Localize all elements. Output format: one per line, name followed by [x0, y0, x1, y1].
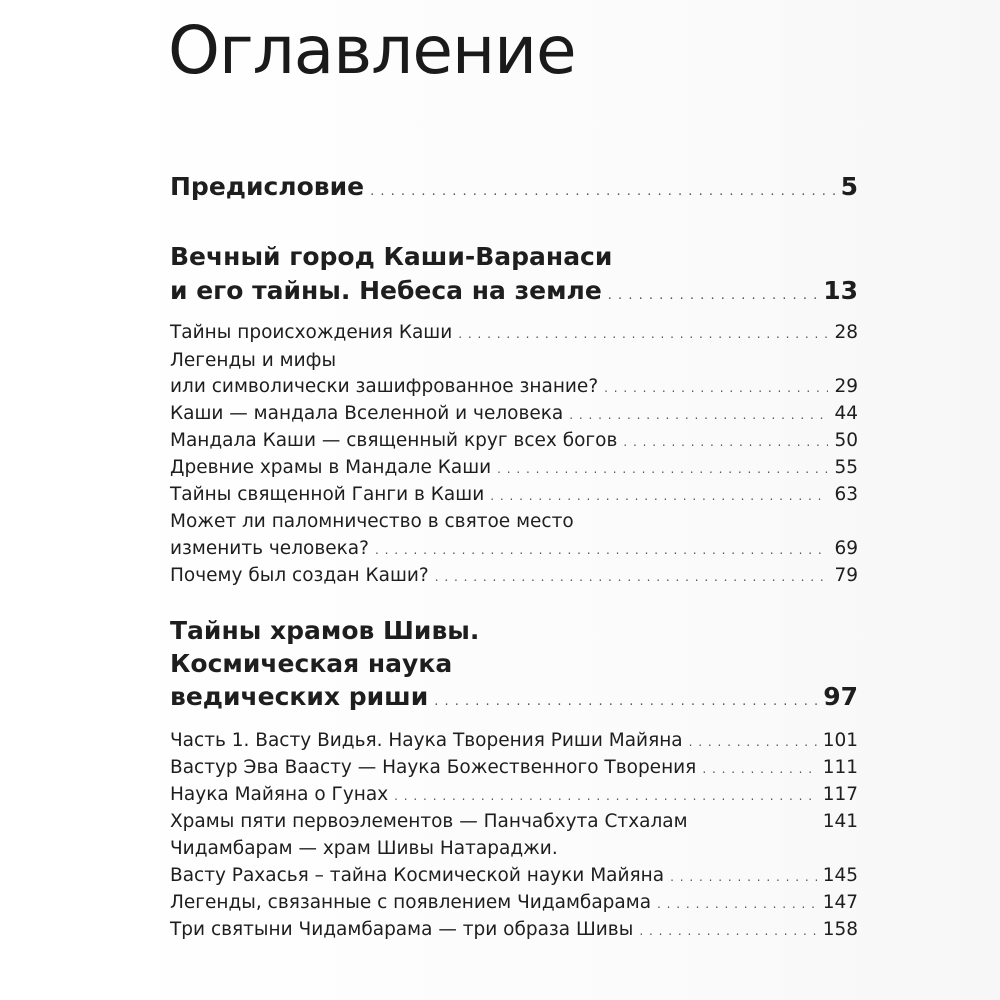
entry-title: ведических риши [170, 682, 429, 711]
subentry-title-line: Чидамбарам — храм Шивы Натараджи. [170, 838, 558, 859]
entry-title: Часть 1. Васту Видья. Наука Творения Риши Майяна [170, 730, 683, 751]
entry-page: 117 [822, 784, 858, 805]
dot-leader [604, 375, 828, 401]
entry-page: 55 [834, 457, 858, 478]
entry-title: Легенды, связанные с появлением Чидамбарама [170, 892, 652, 913]
section-title-line: Тайны храмов Шивы. [170, 616, 480, 645]
entry-page: 44 [834, 403, 858, 424]
dot-leader [657, 891, 817, 917]
subentry-title-line: Легенды и мифы [170, 350, 337, 371]
toc-subentry [170, 563, 858, 590]
entry-title: изменить человека? [170, 538, 369, 559]
toc-subentry [170, 536, 858, 563]
toc-entry-kashi [170, 276, 858, 311]
entry-page: 111 [822, 757, 858, 778]
entry-page: 63 [834, 484, 858, 505]
entry-title: Древние храмы в Мандале Каши [170, 457, 492, 478]
entry-title: Васту Рахасья – тайна Космической науки Майяна [170, 865, 665, 886]
toc-entry-shiva [170, 682, 858, 717]
entry-title: Вастур Эва Ваасту — Наука Божественного Творения [170, 757, 697, 778]
entry-page: 29 [834, 376, 858, 397]
dot-leader [569, 402, 828, 428]
toc-subentry [170, 482, 858, 509]
entry-page: 141 [822, 811, 858, 832]
dot-leader [394, 783, 817, 809]
entry-title: Тайны происхождения Каши [170, 322, 453, 343]
dot-leader [435, 564, 829, 590]
entry-title: Храмы пяти первоэлементов — Панчабхута Стхалам [170, 811, 688, 832]
dot-leader [639, 918, 816, 944]
toc-subentry [170, 890, 858, 917]
dot-leader [458, 321, 828, 347]
entry-title: или символически зашифрованное знание? [170, 376, 599, 397]
subentry-title-line: Может ли паломничество в святое место [170, 511, 574, 532]
toc-subentry [170, 428, 858, 455]
dot-leader [623, 429, 828, 455]
entry-title: Почему был создан Каши? [170, 565, 429, 586]
dot-leader [670, 864, 817, 890]
entry-page: 101 [822, 730, 858, 751]
entry-page: 5 [840, 172, 858, 201]
entry-title: Предисловие [170, 172, 365, 201]
entry-page: 97 [823, 682, 858, 711]
toc-subentry [170, 374, 858, 401]
entry-title: Каши — мандала Вселенной и человека [170, 403, 564, 424]
toc-subentry [170, 401, 858, 428]
dot-leader [434, 687, 817, 717]
section-title-line: Космическая наука [170, 649, 453, 678]
page-title: Оглавление [168, 12, 576, 89]
entry-page: 147 [822, 892, 858, 913]
toc-subentry [170, 809, 858, 836]
entry-page: 50 [834, 430, 858, 451]
toc-subentry [170, 863, 858, 890]
entry-title: Тайны священной Ганги в Каши [170, 484, 485, 505]
dot-leader [689, 729, 817, 755]
toc-subentry [170, 320, 858, 347]
entry-title: Три святыни Чидамбарама — три образа Шивы [170, 919, 634, 940]
toc-subentry [170, 917, 858, 944]
entry-page: 79 [834, 565, 858, 586]
dot-leader [497, 456, 828, 482]
entry-page: 13 [823, 276, 858, 305]
entry-title: и его тайны. Небеса на земле [170, 276, 602, 305]
toc-subentry [170, 755, 858, 782]
section-title-line: Вечный город Каши-Варанаси [170, 242, 613, 271]
entry-page: 28 [834, 322, 858, 343]
dot-leader [370, 177, 835, 207]
dot-leader [490, 483, 828, 509]
dot-leader [702, 756, 816, 782]
dot-leader [375, 537, 829, 563]
toc-subentry [170, 728, 858, 755]
toc-subentry [170, 455, 858, 482]
entry-page: 145 [822, 865, 858, 886]
dot-leader [608, 281, 817, 311]
entry-title: Наука Майяна о Гунах [170, 784, 389, 805]
entry-page: 69 [834, 538, 858, 559]
entry-page: 158 [822, 919, 858, 940]
entry-title: Мандала Каши — священный круг всех богов [170, 430, 618, 451]
toc-subentry [170, 782, 858, 809]
toc-entry-preface [170, 172, 858, 207]
